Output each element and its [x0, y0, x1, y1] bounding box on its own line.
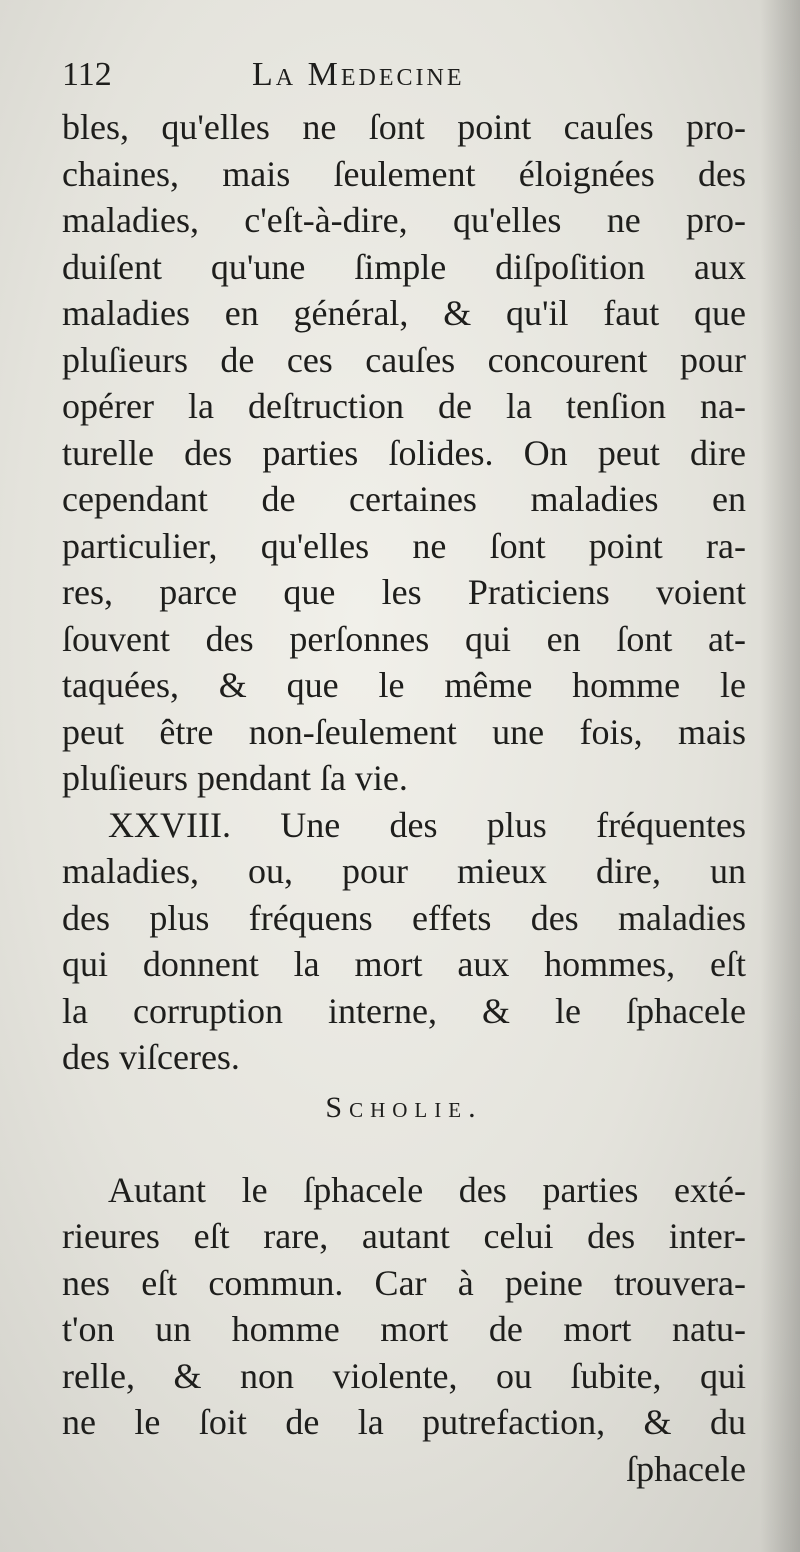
- paragraph-2: [62, 802, 746, 1081]
- text-line: res, parce que les Praticiens voient: [62, 572, 746, 612]
- running-title: La Medecine: [252, 56, 465, 93]
- text-line: rieures eſt rare, autant celui des inter-: [62, 1216, 746, 1256]
- text-line: maladies en général, & qu'il faut que: [62, 293, 746, 333]
- text-line: XXVIII. Une des plus fréquentes: [108, 804, 746, 845]
- text-line: opérer la deſtruction de la tenſion na-: [62, 386, 746, 426]
- text-line: peut être non-ſeulement une fois, mais: [62, 711, 746, 752]
- text-line: des viſceres.: [62, 1037, 240, 1077]
- text-line: relle, & non violente, ou ſubite, qui: [62, 1355, 746, 1396]
- text-line: taquées, & que le même homme le: [62, 665, 746, 705]
- text-line: ſouvent des perſonnes qui en ſont at-: [62, 618, 746, 659]
- text-line: nes eſt commun. Car à peine trouvera-: [62, 1262, 746, 1303]
- text-line: chaines, mais ſeulement éloignées des: [62, 153, 746, 194]
- text-line: t'on un homme mort de mort natu-: [62, 1309, 746, 1349]
- text-line: turelle des parties ſolides. On peut dire: [62, 432, 746, 473]
- text-line: ne le ſoit de la putrefaction, & du: [62, 1402, 746, 1442]
- text-line: bles, qu'elles ne ſont point cauſes pro-: [62, 107, 746, 147]
- text-line: maladies, c'eſt-à-dire, qu'elles ne pro-: [62, 200, 746, 240]
- text-line: pluſieurs de ces cauſes concourent pour: [62, 339, 746, 380]
- text-line: des plus fréquens effets des maladies: [62, 897, 746, 938]
- page-edge-shadow: [760, 0, 800, 1552]
- section-heading: Scholie.: [325, 1090, 483, 1124]
- text-line: Autant le ſphacele des parties exté-: [108, 1169, 746, 1210]
- page-number: 112: [62, 56, 112, 93]
- catchword: ſphacele: [626, 1448, 746, 1489]
- paragraph-3: [62, 1167, 746, 1446]
- running-head: [62, 56, 746, 104]
- text-line: duiſent qu'une ſimple diſpoſition aux: [62, 246, 746, 287]
- text-line: la corruption interne, & le ſphacele: [62, 990, 746, 1031]
- text-block: [62, 56, 746, 1492]
- text-line: cependant de certaines maladies en: [62, 479, 746, 519]
- paragraph-1: [62, 104, 746, 802]
- text-line: particulier, qu'elles ne ſont point ra-: [62, 525, 746, 566]
- text-line: maladies, ou, pour mieux dire, un: [62, 851, 746, 891]
- text-line: qui donnent la mort aux hommes, eſt: [62, 944, 746, 984]
- text-line: pluſieurs pendant ſa vie.: [62, 758, 408, 798]
